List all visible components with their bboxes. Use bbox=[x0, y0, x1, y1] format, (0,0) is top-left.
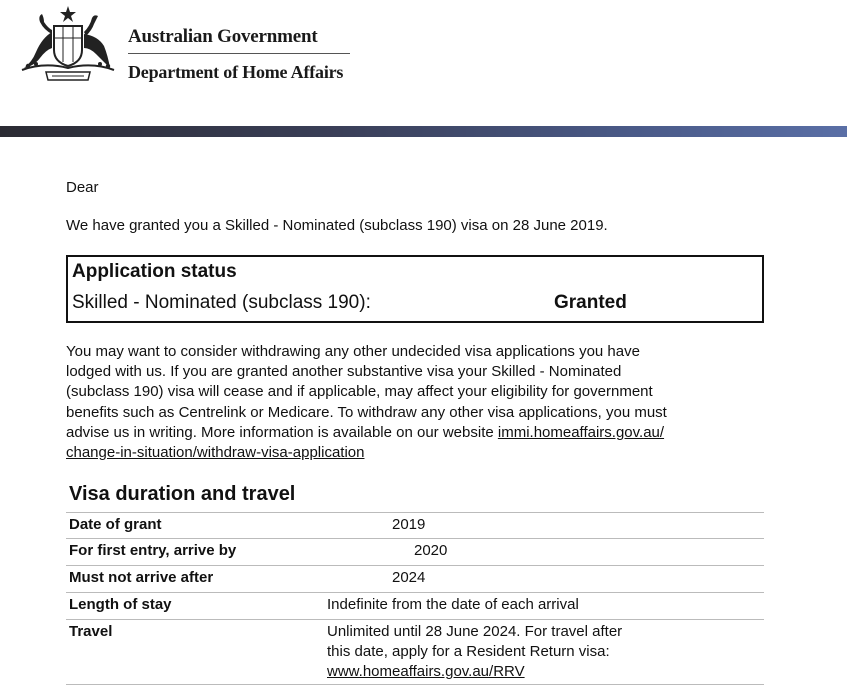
department-title: Department of Home Affairs bbox=[128, 62, 344, 82]
row-key: Date of grant bbox=[69, 516, 162, 533]
row-key: For first entry, arrive by bbox=[69, 542, 237, 559]
paragraph-line bbox=[66, 443, 766, 463]
row-value-line: this date, apply for a Resident Return visa: bbox=[327, 643, 610, 660]
row-key: Travel bbox=[69, 623, 113, 640]
coat-of-arms-icon bbox=[14, 4, 122, 84]
header-band bbox=[0, 126, 847, 137]
application-status-box bbox=[66, 255, 764, 323]
visa-duration-table bbox=[66, 512, 764, 685]
status-visa-label: Skilled - Nominated (subclass 190): bbox=[72, 292, 371, 313]
visa-duration-title: Visa duration and travel bbox=[69, 483, 296, 505]
row-key: Length of stay bbox=[69, 596, 172, 613]
row-value: 2024 bbox=[392, 569, 426, 586]
letterhead-divider bbox=[128, 53, 350, 54]
paragraph-text: advise us in writing. More information is available on our website bbox=[66, 423, 498, 441]
letterhead bbox=[0, 0, 847, 126]
withdraw-link-part2[interactable]: change-in-situation/withdraw-visa-application bbox=[66, 444, 365, 462]
table-row bbox=[66, 592, 764, 619]
status-title: Application status bbox=[72, 261, 237, 282]
table-row bbox=[66, 619, 764, 685]
row-value: 2019 bbox=[392, 516, 426, 533]
government-title: Australian Government bbox=[128, 26, 318, 47]
withdraw-link-part1[interactable]: immi.homeaffairs.gov.au/ bbox=[497, 423, 665, 441]
table-row bbox=[66, 538, 764, 565]
row-value-line: Unlimited until 28 June 2024. For travel after bbox=[327, 623, 623, 640]
paragraph-line: You may want to consider withdrawing any other undecided visa applications you have bbox=[66, 343, 640, 360]
table-row bbox=[66, 565, 764, 592]
paragraph-line: benefits such as Centrelink or Medicare. To withdraw any other visa applications, you must bbox=[66, 403, 667, 421]
table-row bbox=[66, 512, 764, 538]
grant-sentence: We have granted you a Skilled - Nominated (subclass 190) visa on 28 June 2019. bbox=[66, 217, 608, 234]
paragraph-line bbox=[66, 423, 766, 443]
status-value: Granted bbox=[554, 292, 627, 313]
withdraw-paragraph bbox=[66, 342, 766, 463]
row-key: Must not arrive after bbox=[69, 569, 214, 586]
paragraph-line: (subclass 190) visa will cease and if applicable, may affect your eligibility for government bbox=[66, 383, 653, 401]
paragraph-line: lodged with us. If you are granted another substantive visa your Skilled - Nominated bbox=[66, 363, 622, 381]
salutation: Dear bbox=[66, 179, 99, 196]
rrv-link[interactable]: www.homeaffairs.gov.au/RRV bbox=[327, 663, 525, 680]
row-value: Indefinite from the date of each arrival bbox=[327, 596, 579, 613]
row-value: 2020 bbox=[414, 542, 448, 559]
